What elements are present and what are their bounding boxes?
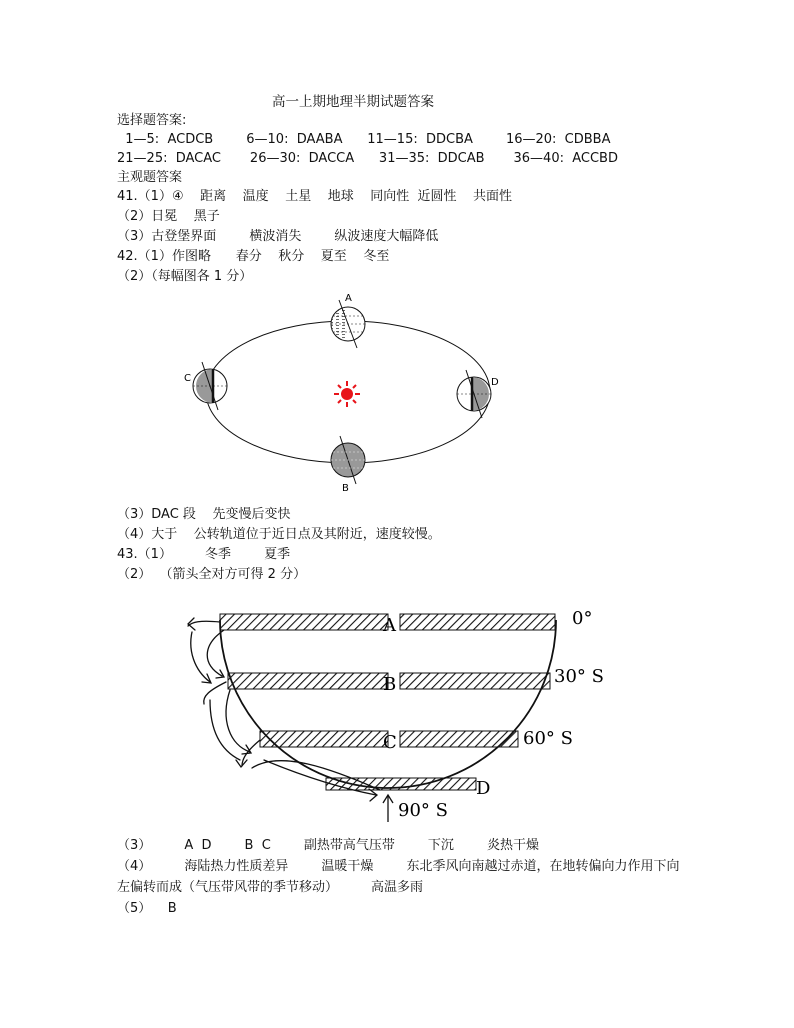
mc-answers-row-1: 1—5: ACDCB 6—10: DAABA 11—15: DDCBA 16—20: CDBBA [117, 132, 611, 147]
q42-line-1: 42.（1）作图略 春分 秋分 夏至 冬至 [117, 249, 390, 264]
sun-icon [334, 381, 360, 407]
earth-position-c [193, 362, 227, 410]
subjective-heading: 主观题答案 [117, 170, 183, 185]
q41-line-3: （3）古登堡界面 横波消失 纵波速度大幅降低 [117, 229, 439, 244]
q43-line-2: （2） （箭头全对方可得 2 分） [117, 567, 307, 582]
belt-b [228, 673, 388, 689]
earth-position-a [331, 300, 365, 348]
orbit-label-a: A [345, 293, 352, 304]
pole-arrow-icon [383, 795, 393, 822]
belt-label-d: D [476, 778, 491, 799]
wind-arrows [188, 618, 380, 801]
orbit-label-d: D [491, 377, 499, 388]
belt-label-c: C [383, 732, 397, 753]
q43-line-4: （4） 海陆热力性质差异 温暖干燥 东北季风向南越过赤道，在地转偏向力作用下向 [117, 859, 680, 874]
earth-position-b [331, 436, 365, 484]
pressure-belt-diagram [180, 600, 620, 830]
mc-answers-row-2: 21—25: DACAC 26—30: DACCA 31—35: DDCAB 36—40: ACCBD [117, 151, 618, 166]
q43-line-1: 43.（1） 冬季 夏季 [117, 547, 291, 562]
q42-line-2: （2）（每幅图各 1 分） [117, 269, 253, 284]
q43-line-3: （3） A D B C 副热带高气压带 下沉 炎热干燥 [117, 838, 539, 853]
mc-heading: 选择题答案: [117, 113, 187, 128]
belt-c [260, 731, 388, 747]
belt-label-a: A [383, 615, 396, 636]
belt-b-right [400, 673, 550, 689]
lat-label-60s: 60° S [523, 728, 573, 749]
earth-position-d [457, 370, 491, 418]
q41-line-1: 41.（1）④ 距离 温度 土星 地球 同向性 近圆性 共面性 [117, 189, 513, 204]
belt-a [220, 614, 388, 630]
q43-line-6: （5） B [117, 901, 177, 916]
q43-line-5: 左偏转而成（气压带风带的季节移动） 高温多雨 [117, 880, 424, 895]
lat-label-0: 0° [572, 608, 593, 629]
orbit-label-b: B [342, 483, 349, 494]
document-title: 高一上期地理半期试题答案 [272, 94, 434, 110]
orbit-label-c: C [184, 373, 191, 384]
belt-a-right [400, 614, 555, 630]
lat-label-30s: 30° S [554, 666, 604, 687]
q41-line-2: （2）日冕 黑子 [117, 209, 220, 224]
q42-line-3: （3）DAC 段 先变慢后变快 [117, 507, 291, 522]
q42-line-4: （4）大于 公转轨道位于近日点及其附近，速度较慢。 [117, 527, 441, 542]
lat-label-90s: 90° S [398, 800, 448, 821]
earth-orbit-diagram [180, 288, 520, 498]
belt-c-right [400, 731, 518, 747]
belt-label-b: B [383, 674, 397, 695]
